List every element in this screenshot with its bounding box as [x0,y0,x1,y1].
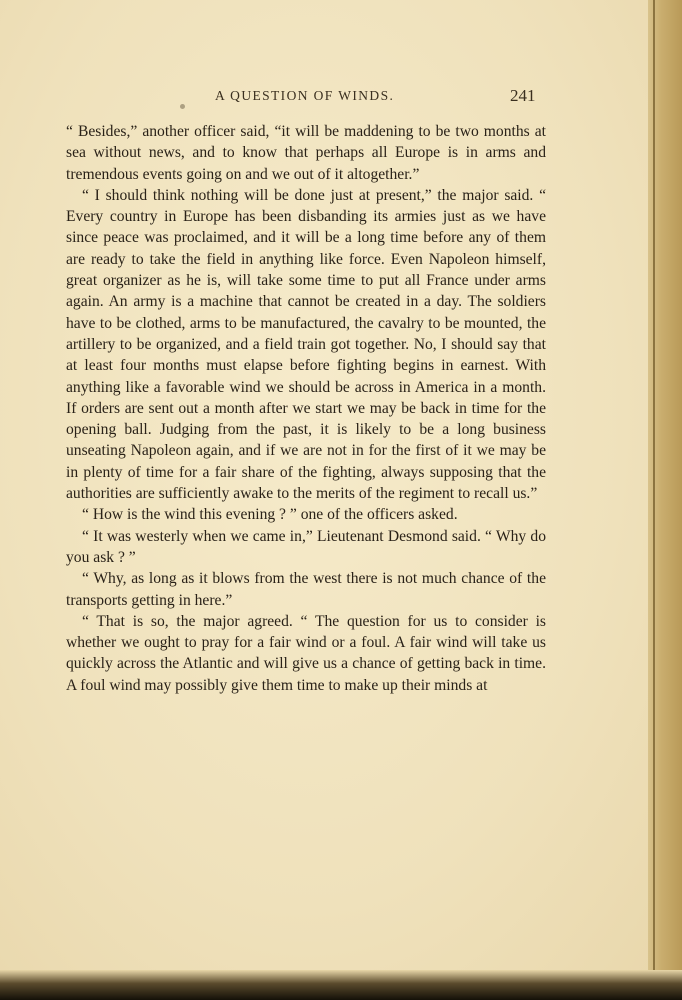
page-number: 241 [510,86,536,105]
paragraph: “ Besides,” another officer said, “it will be maddening to be two months at sea without news, and to know that perhaps all Europe is in arms and tremendous events going on and we out of it altogether.” [66,123,546,183]
paragraph: “ Why, as long as it blows from the west there is not much chance of the transports getting in here.” [66,570,546,609]
paragraph: “ How is the wind this evening ? ” one of the officers asked. [82,506,458,524]
paragraph: “ That is so, the major agreed. “ The question for us to consider is whether we ought to pray for a fair wind or a foul. A fair wind will take us quickly across the Atlantic and will give us a chance of getting back in time. A foul wind may possibly give them time to make up their minds at [66,612,546,694]
paragraph: “ It was westerly when we came in,” Lieutenant Desmond said. “ Why do you ask ? ” [66,527,546,566]
page-bottom-edge [0,970,682,1000]
paragraph: “ I should think nothing will be done just at present,” the major said. “ Every country in Europe has been disbanding its armies just as we have since peace was proclaimed, and it will be a long time before any of them are ready to take the field in anything like force. Even Napoleon himself, great organizer as he is, will take some time to put all France under arms again. An army is a machine that cannot be created in a day. The soldiers have to be clothed, arms to be manufactured, the cavalry to be mounted, the artillery to be organized, and a field train got together. No, I should say that at least four months must elapse before fighting begins in earnest. With anything like a favorable wind we should be across in America in a month. If orders are sent out a month after we start we may be back in time for the opening ball. Judging from the past, it is likely to be a long business unseating Napoleon again, and if we are not in for the first of it we may be in plenty of time for a fair share of the fighting, always supposing that the authorities are sufficiently awake to the merits of the regiment to recall us.” [66,186,546,503]
body-text [66,121,546,696]
page-header [0,88,682,112]
gutter-edge [653,0,655,1000]
running-head: A QUESTION OF WINDS. [215,88,395,103]
